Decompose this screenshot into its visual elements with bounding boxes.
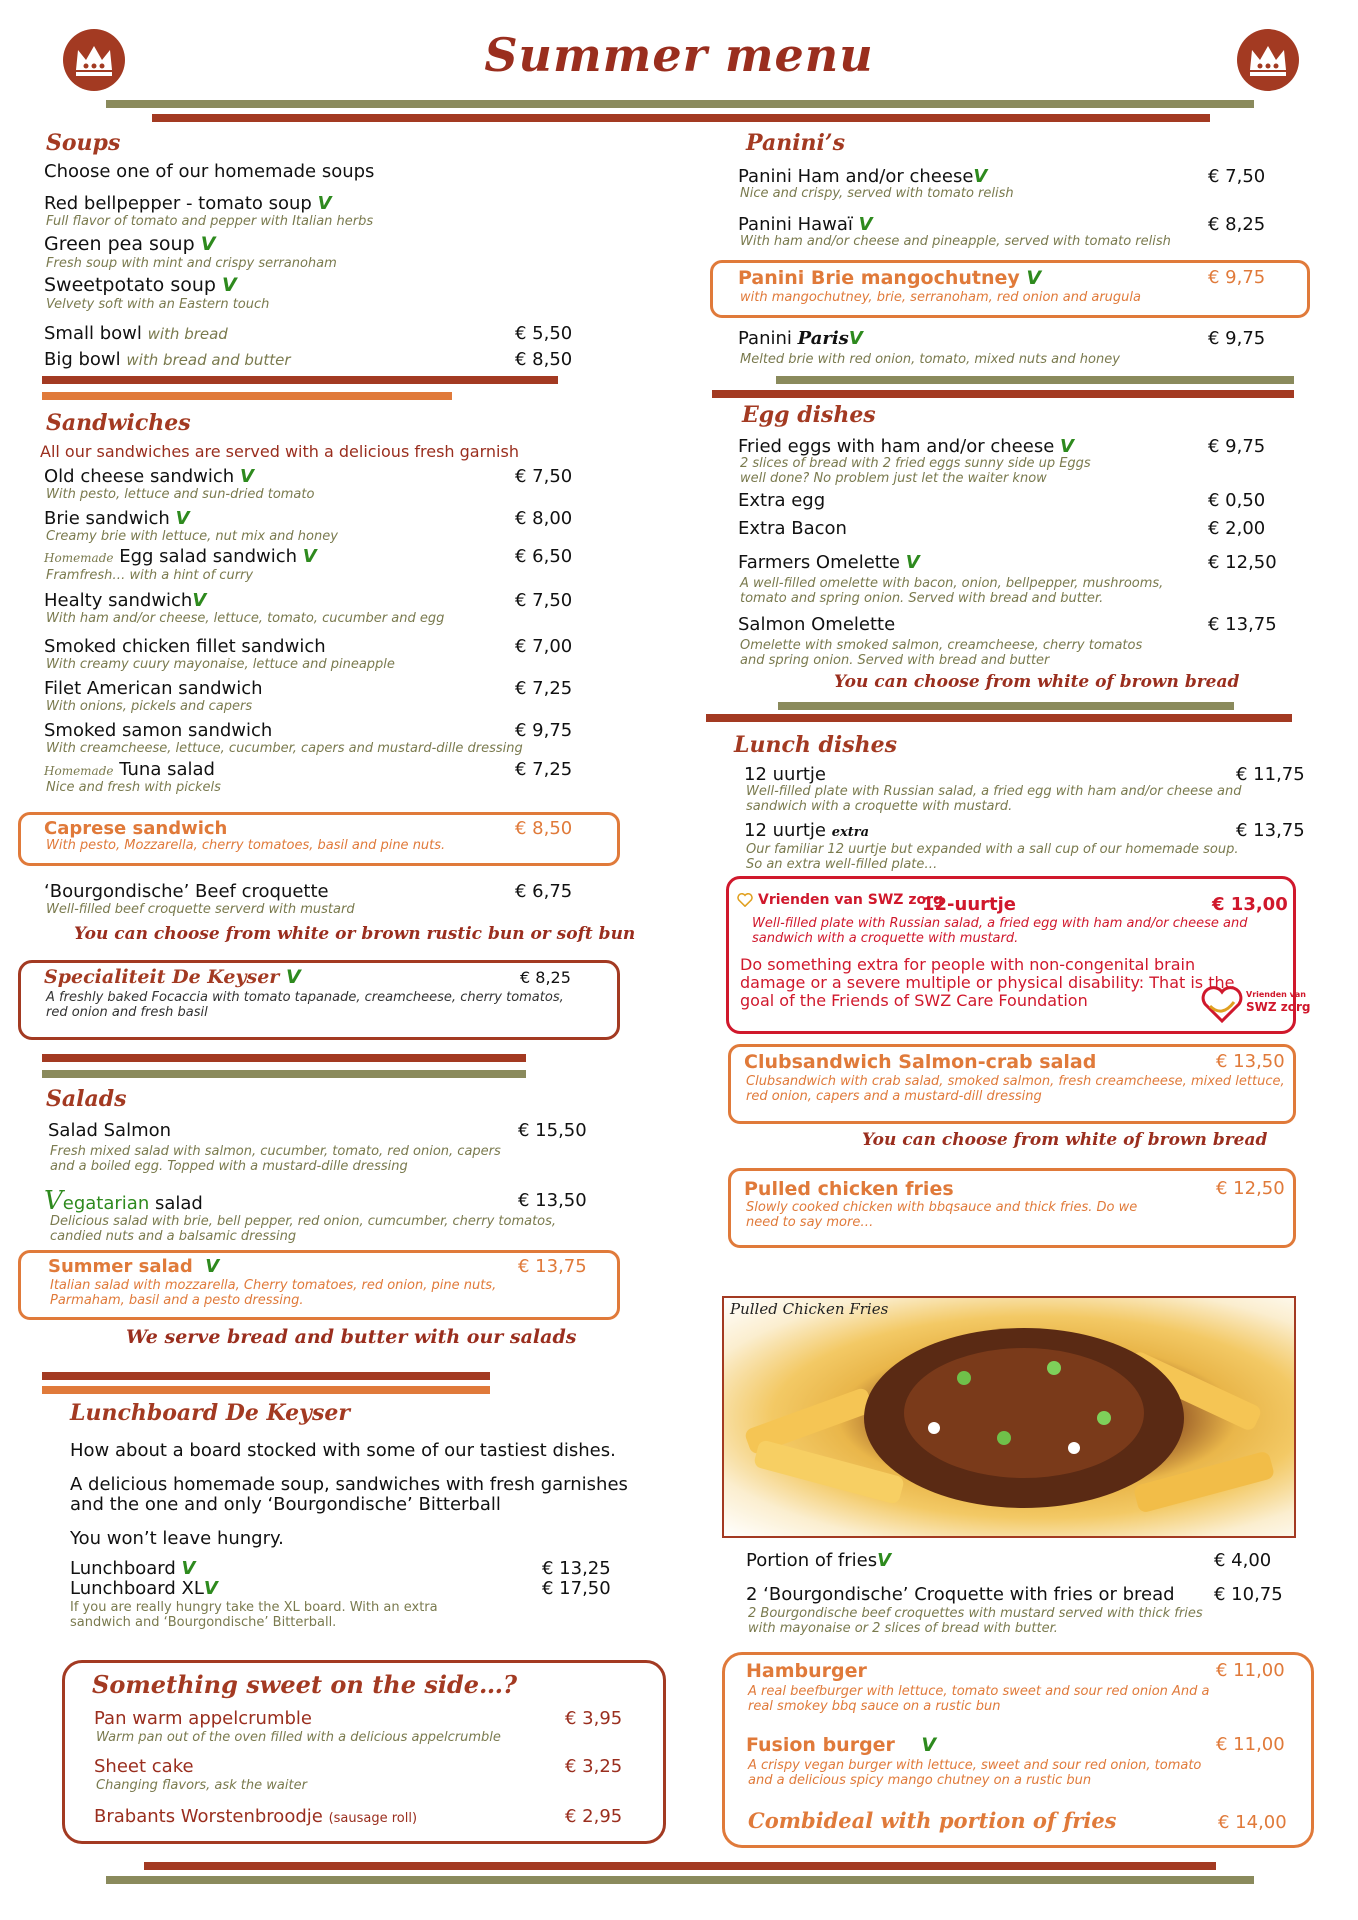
lunchboard-text: and the one and only ‘Bourgondische’ Bitterball (70, 1494, 501, 1515)
menu-item-price: € 7,50 (1208, 166, 1266, 187)
menu-item-name: Salmon Omelette (738, 614, 896, 635)
food-photo (722, 1296, 1296, 1538)
menu-item-desc: Slowly cooked chicken with bbqsauce and thick fries. Do we need to say more… (746, 1200, 1138, 1230)
divider (778, 702, 1234, 710)
menu-item-price: € 3,95 (565, 1708, 623, 1729)
menu-item-price: € 8,00 (515, 508, 573, 529)
menu-item-name: Filet American sandwich (44, 678, 263, 699)
menu-item-price: € 15,50 (518, 1120, 587, 1141)
divider (776, 376, 1294, 384)
menu-item-name: Pan warm appelcrumble (94, 1708, 312, 1729)
menu-item-name: Farmers Omelette V (738, 552, 920, 573)
menu-item-name: Portion of friesV (746, 1550, 892, 1571)
page-title: Summer menu (484, 28, 874, 82)
menu-item-price: € 7,25 (515, 678, 573, 699)
menu-item-price: € 0,50 (1208, 490, 1266, 511)
menu-item-desc: Nice and crispy, served with tomato relish (740, 186, 1014, 201)
menu-item-price: € 7,00 (515, 636, 573, 657)
menu-item-name: Lunchboard XLV (70, 1578, 218, 1599)
menu-item-name: Hamburger (746, 1660, 867, 1682)
menu-item-name: Specialiteit De Keyser V (44, 966, 301, 988)
menu-item-price: € 8,50 (515, 349, 573, 370)
menu-item-price: € 12,50 (1208, 552, 1277, 573)
menu-item-name: Extra egg (738, 490, 826, 511)
panini-heading: Panini’s (746, 130, 845, 156)
menu-item-desc: With onions, pickels and capers (46, 699, 253, 714)
divider (42, 1070, 526, 1078)
menu-item-desc: Velvety soft with an Eastern touch (46, 297, 270, 312)
menu-item-price: € 4,00 (1214, 1550, 1272, 1571)
menu-item-desc: Clubsandwich with crab salad, smoked salmon, fresh creamcheese, mixed lettuce, red onion, capers and a mustard-dill dressing (746, 1074, 1285, 1104)
menu-item-name: Healty sandwichV (44, 590, 207, 611)
lunchboard-text: A delicious homemade soup, sandwiches with fresh garnishes (70, 1474, 628, 1495)
fries-illustration (724, 1298, 1294, 1536)
menu-item-name: Homemade Tuna salad (44, 759, 215, 780)
menu-item-name: Small bowl with bread (44, 323, 228, 344)
menu-item-name: Fusion burger V (746, 1734, 937, 1756)
bread-note: You can choose from white or brown rustic bun or soft bun (74, 924, 636, 944)
menu-item-desc: 2 slices of bread with 2 fried eggs sunny side up Eggs well done? No problem just let the waiter know (740, 456, 1091, 486)
menu-item-desc: With ham and/or cheese, lettuce, tomato, cucumber and egg (46, 611, 445, 626)
menu-item-name: Green pea soup V (44, 233, 216, 255)
sandwiches-intro: All our sandwiches are served with a delicious fresh garnish (40, 442, 519, 461)
menu-item-price: € 7,25 (515, 759, 573, 780)
menu-item-name: Summer salad V (48, 1256, 220, 1277)
swz-logo-text: Vrienden van (1246, 990, 1306, 999)
soups-intro: Choose one of our homemade soups (44, 161, 375, 182)
menu-item-price: € 13,25 (542, 1558, 611, 1579)
menu-item-price: € 14,00 (1218, 1812, 1287, 1833)
menu-item-desc: A freshly baked Focaccia with tomato tapanade, creamcheese, cherry tomatos, red onion and fresh basil (46, 990, 564, 1020)
menu-item-desc: Fresh mixed salad with salmon, cucumber, tomato, red onion, capers and a boiled egg. Topped with a mustard-dille dressing (50, 1144, 501, 1174)
menu-item-desc: A well-filled omelette with bacon, onion, bellpepper, mushrooms, tomato and spring onion. Served with bread and butter. (740, 576, 1164, 606)
menu-item-price: € 11,75 (1236, 764, 1305, 785)
menu-item-name: Vegatarian salad (44, 1186, 203, 1216)
menu-item-price: € 10,75 (1214, 1584, 1283, 1605)
menu-item-name: Panini Ham and/or cheeseV (738, 166, 988, 187)
menu-item-name: Pulled chicken fries (744, 1178, 954, 1200)
soups-heading: Soups (46, 130, 121, 156)
swz-heart-logo-icon (1200, 984, 1244, 1024)
menu-item-price: € 3,25 (565, 1756, 623, 1777)
menu-item-price: € 13,00 (1212, 894, 1288, 915)
menu-item-desc: Omelette with smoked salmon, creamcheese, cherry tomatos and spring onion. Served with bread and butter (740, 638, 1143, 668)
menu-item-name: 12 uurtje extra (744, 820, 870, 841)
divider (42, 392, 452, 400)
menu-item-name: Smoked samon sandwich (44, 720, 273, 741)
menu-item-name: Panini ParisV (738, 328, 863, 349)
eggs-heading: Egg dishes (742, 402, 876, 428)
menu-item-price: € 7,50 (515, 590, 573, 611)
menu-item-desc: Warm pan out of the oven filled with a delicious appelcrumble (96, 1730, 501, 1745)
menu-item-desc: Framfresh… with a hint of curry (46, 568, 254, 583)
menu-item-desc: Well-filled beef croquette serverd with mustard (46, 902, 355, 917)
menu-item-desc: Fresh soup with mint and crispy serranoham (46, 256, 337, 271)
menu-item-price: € 13,75 (1208, 614, 1277, 635)
menu-item-desc: With pesto, Mozzarella, cherry tomatoes, basil and pine nuts. (46, 838, 446, 853)
swz-brand: Vrienden van SWZ zorg (758, 892, 944, 908)
menu-item-price: € 6,50 (515, 546, 573, 567)
menu-item-price: € 5,50 (515, 323, 573, 344)
divider (144, 1862, 1216, 1870)
menu-item-name: 12-uurtje (922, 894, 1017, 915)
menu-item-name: Sweetpotato soup V (44, 274, 237, 296)
menu-item-price: € 9,75 (515, 720, 573, 741)
divider (42, 1372, 490, 1380)
menu-item-desc: If you are really hungry take the XL board. With an extra sandwich and ‘Bourgondische’ Bitterball. (70, 1600, 438, 1630)
divider (106, 1876, 1254, 1884)
menu-item-desc: with mangochutney, brie, serranoham, red onion and arugula (740, 290, 1141, 305)
bread-note: You can choose from white of brown bread (834, 672, 1240, 692)
menu-item-name: Lunchboard V (70, 1558, 196, 1579)
menu-item-name: Brie sandwich V (44, 508, 190, 529)
menu-item-desc: A real beefburger with lettuce, tomato sweet and sour red onion And a real smokey bbq sauce on a rustic bun (748, 1684, 1210, 1714)
menu-item-price: € 2,00 (1208, 518, 1266, 539)
divider (42, 1386, 490, 1394)
divider (42, 1054, 526, 1062)
sweet-heading: Something sweet on the side…? (92, 1670, 518, 1699)
menu-item-name: Salad Salmon (48, 1120, 172, 1141)
divider (706, 714, 1292, 722)
divider (152, 114, 1210, 122)
menu-item-price: € 9,75 (1208, 267, 1266, 288)
menu-item-desc: Nice and fresh with pickels (46, 780, 221, 795)
salad-bread-note: We serve bread and butter with our salads (126, 1326, 577, 1348)
lunch-heading: Lunch dishes (734, 732, 898, 758)
menu-item-desc: Italian salad with mozzarella, Cherry tomatoes, red onion, pine nuts, Parmaham, basil and a pesto dressing. (50, 1278, 497, 1308)
menu-item-desc: Changing flavors, ask the waiter (96, 1778, 307, 1793)
menu-item-name: Clubsandwich Salmon-crab salad (744, 1051, 1097, 1073)
heart-icon (737, 893, 753, 907)
swz-text: Do something extra for people with non-congenital brain damage or a severe multiple or physical disability: That is the goal of the Friends of SWZ Care Foundation (740, 955, 1235, 1010)
menu-item-price: € 12,50 (1216, 1178, 1285, 1199)
menu-item-name: Smoked chicken fillet sandwich (44, 636, 326, 657)
sandwiches-heading: Sandwiches (46, 410, 191, 436)
divider (42, 376, 558, 384)
menu-item-price: € 11,00 (1216, 1734, 1285, 1755)
menu-item-name: Extra Bacon (738, 518, 847, 539)
menu-item-name: Big bowl with bread and butter (44, 349, 291, 370)
bread-note: You can choose from white of brown bread (862, 1130, 1268, 1150)
menu-item-desc: Creamy brie with lettuce, nut mix and honey (46, 529, 338, 544)
menu-item-desc: Full flavor of tomato and pepper with Italian herbs (46, 214, 374, 229)
menu-item-name: Fried eggs with ham and/or cheese V (738, 436, 1074, 457)
menu-item-price: € 17,50 (542, 1578, 611, 1599)
swz-logo-text: SWZ zorg (1246, 1000, 1311, 1014)
salads-heading: Salads (46, 1086, 127, 1112)
combideal-label: Combideal with portion of fries (748, 1808, 1117, 1833)
menu-item-name: 12 uurtje (744, 764, 826, 785)
divider (712, 390, 1294, 398)
menu-item-name: 2 ‘Bourgondische’ Croquette with fries or bread (746, 1584, 1175, 1605)
menu-item-price: € 13,50 (1216, 1051, 1285, 1072)
menu-item-desc: 2 Bourgondische beef croquettes with mustard served with thick fries with mayonaise or 2 slices of bread with butter. (748, 1606, 1203, 1636)
menu-item-desc: With pesto, lettuce and sun-dried tomato (46, 487, 315, 502)
photo-caption: Pulled Chicken Fries (730, 1300, 889, 1318)
lunchboard-text: How about a board stocked with some of our tastiest dishes. (70, 1440, 616, 1461)
menu-item-name: ‘Bourgondische’ Beef croquette (44, 881, 329, 902)
menu-item-price: € 13,75 (1236, 820, 1305, 841)
divider (106, 100, 1254, 108)
lunchboard-heading: Lunchboard De Keyser (70, 1400, 350, 1426)
menu-item-desc: Well-filled plate with Russian salad, a fried egg with ham and/or cheese and sandwich with a croquette with mustard. (746, 784, 1242, 814)
menu-item-name: Red bellpepper - tomato soup V (44, 193, 332, 214)
menu-item-price: € 2,95 (565, 1806, 623, 1827)
menu-item-price: € 9,75 (1208, 328, 1266, 349)
menu-item-desc: Delicious salad with brie, bell pepper, red onion, cumcumber, cherry tomatos, candied nuts and a balsamic dressing (50, 1214, 557, 1244)
menu-item-name: Panini Brie mangochutney V (738, 267, 1042, 289)
menu-item-name: Sheet cake (94, 1756, 194, 1777)
menu-item-name: Caprese sandwich (44, 818, 228, 839)
menu-item-price: € 9,75 (1208, 436, 1266, 457)
menu-item-desc: A crispy vegan burger with lettuce, sweet and sour red onion, tomato and a delicious spicy mango chutney on a rustic bun (748, 1758, 1202, 1788)
menu-item-price: € 6,75 (515, 881, 573, 902)
menu-item-desc: Melted brie with red onion, tomato, mixed nuts and honey (740, 352, 1120, 367)
menu-item-desc: With creamy cuury mayonaise, lettuce and pineapple (46, 657, 395, 672)
menu-item-desc: Well-filled plate with Russian salad, a fried egg with ham and/or cheese and sandwich with a croquette with mustard. (752, 916, 1248, 946)
lunchboard-text: You won’t leave hungry. (70, 1528, 284, 1549)
menu-item-desc: With ham and/or cheese and pineapple, served with tomato relish (740, 234, 1171, 249)
menu-item-price: € 13,50 (518, 1190, 587, 1211)
menu-item-desc: With creamcheese, lettuce, cucumber, capers and mustard-dille dressing (46, 741, 523, 756)
menu-item-name: Brabants Worstenbroodje (sausage roll) (94, 1806, 418, 1827)
menu-item-name: Panini Hawaï V (738, 214, 873, 235)
menu-item-price: € 8,50 (515, 818, 573, 839)
menu-item-price: € 7,50 (515, 466, 573, 487)
menu-item-name: Homemade Egg salad sandwich V (44, 546, 317, 567)
menu-item-name: Old cheese sandwich V (44, 466, 254, 487)
menu-item-desc: Our familiar 12 uurtje but expanded with a sall cup of our homemade soup. So an extra well-filled plate… (746, 842, 1239, 872)
menu-item-price: € 13,75 (518, 1256, 587, 1277)
menu-item-price: € 11,00 (1216, 1660, 1285, 1681)
menu-item-price: € 8,25 (520, 968, 571, 987)
menu-item-price: € 8,25 (1208, 214, 1266, 235)
